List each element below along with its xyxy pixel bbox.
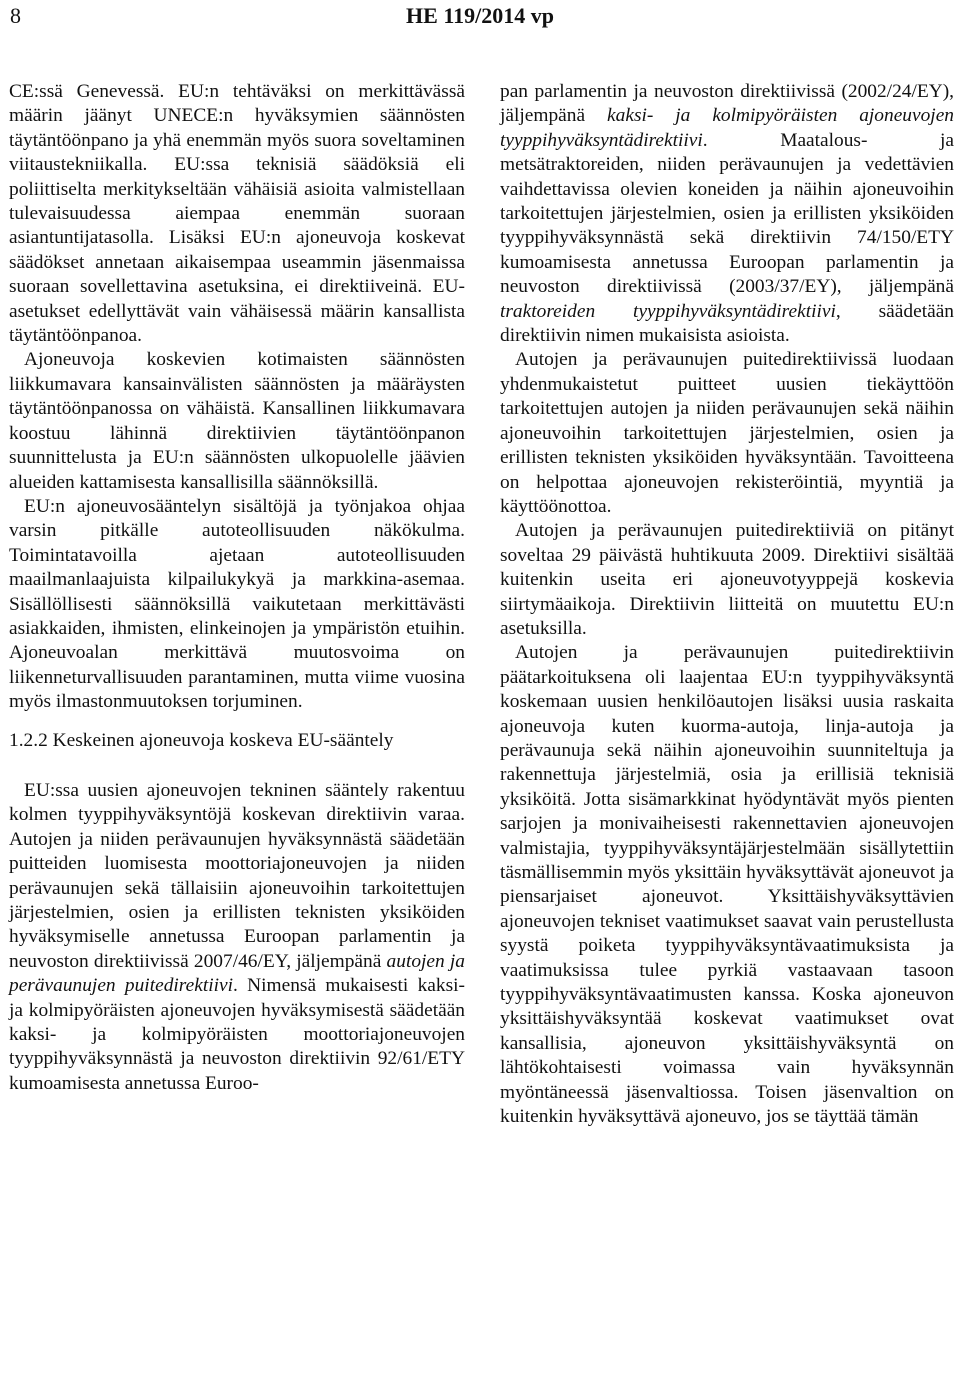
paragraph: EU:n ajoneuvosääntelyn sisältöjä ja työnjakoa ohjaa varsin pitkälle autoteollisuuden näkökulma. Toimintatavoilla ajetaan autoteollisuuden maailmanlaajuista kilpailukykyä ja markkina-asemaa. Sisällöllisesti säännöksillä vaikutetaan merkittävästi asiakkaiden, ihmisten, elinkeinojen ja ympäristön etuihin. Ajoneuvoalan merkittävä muutosvoima on liikenneturvallisuuden parantaminen, mutta viime vuosina myös ilmastonmuutoksen torjuminen.	[9, 495, 465, 713]
paragraph: Autojen ja perävaunujen puitedirektiivissä luodaan yhdenmukaistetut puitteet uusien tiekäyttöön tarkoitettujen autojen ja niiden perävaunujen sekä näihin ajoneuvoihin tarkoitettujen järjestelmien, osien ja erillisten teknisten yksiköiden hyväksyntään. Tavoitteena on helpottaa ajoneuvojen rekisteröintiä, myyntiä ja käyttöönottoa.	[500, 349, 954, 517]
page-number: 8	[10, 3, 21, 28]
right-column	[500, 80, 954, 1129]
paragraph: Autojen ja perävaunujen puitedirektiivin päätarkoituksena oli laajentaa EU:n tyyppihyväksyntä koskemaan uusien henkilöautojen lisäksi uusia raskaita ajoneuvoja kuten kuorma-autoja, linja-autoja ja perävaunuja sekä näihin ajoneuvoihin suunniteltuja ja rakennettuja järjestelmiä, osia ja erillisiä teknisiä yksiköitä. Jotta sisämarkkinat hyödyntävät myös pienten sarjojen ja monivaiheisesti rakennettavien ajoneuvojen valmistajia, tyyppihyväksyntäjärjestelmään sisällytettiin täsmällisemmin myös yksittäin hyväksyttävät ajoneuvot ja piensarjaiset ajoneuvot. Yksittäishyväksyttävien ajoneuvojen tekniset vaatimukset saavat vain perustellusta syystä poiketa tyyppihyväksyntävaatimuksista ja vaatimuksissa tulee pyrkiä vastaavaan tasoon tyyppihyväksyntävaatimusten kanssa. Koska ajoneuvon yksittäishyväksyntää koskevat vaatimukset ovat kansallisia, ajoneuvon yksittäishyväksyntä on lähtökohtaisesti voimassa vain hyväksynnän myöntäneessä jäsenvaltiossa. Toisen jäsenvaltion on kuitenkin hyväksyttävä ajoneuvo, jos se täyttää tämän	[500, 642, 954, 1128]
defined-term: kaksi- ja kolmipyöräisten ajoneuvojen tyyppihyväksyntädirektiivi	[500, 105, 954, 151]
document-id: HE 119/2014 vp	[406, 3, 554, 28]
paragraph: EU:ssa uusien ajoneuvojen tekninen sääntely rakentuu kolmen tyyppihyväksyntöjä koskevan direktiivin varaa. Autojen ja niiden perävaunujen hyväksynnästä säädetään puitteiden luomisesta moottoriajoneuvojen ja niiden perävaunujen sekä tällaisiin ajoneuvoihin tarkoitettujen järjestelmien, osien ja erillisten teknisten yksiköiden hyväksymiselle annetussa Euroopan parlamentin ja neuvoston direktiivissä 2007/46/EY, jäljempänä autojen ja perävaunujen puitedirektiivi. Nimensä mukaisesti kaksi- ja kolmipyöräisten ajoneuvojen hyväksymisestä säädetään kaksi- ja kolmipyöräisten moottoriajoneuvojen tyyppihyväksynnästä ja neuvoston direktiivin 92/61/ETY kumoamisesta annetussa Euroo-	[9, 779, 466, 1094]
left-column	[9, 80, 465, 1096]
paragraph: pan parlamentin ja neuvoston direktiivissä (2002/24/EY), jäljempänä kaksi- ja kolmipyöräisten ajoneuvojen tyyppihyväksyntädirektiivi. Maatalous- ja metsätraktoreiden, niiden perävaunujen ja vedettävien vaihdettavissa olevien koneiden ja näihin ajoneuvoihin tarkoitettujen järjestelmien, osien ja erillisten yksiköiden tyyppihyväksynnästä sekä direktiivin 74/150/ETY kumoamisesta annetussa Euroopan parlamentin ja neuvoston direktiivissä (2003/37/EY), jäljempänä traktoreiden tyyppihyväksyntädirektiivi, säädetään direktiivin nimen mukaisista asioista.	[500, 81, 954, 347]
paragraph: Autojen ja perävaunujen puitedirektiiviä on pitänyt soveltaa 29 päivästä huhtikuuta 2009. Direktiivi sisältää kuitenkin useita eri ajoneuvotyyppejä koskevia siirtymäaikoja. Direktiivin liitteitä on muutettu EU:n asetuksilla.	[500, 520, 954, 639]
defined-term: autojen ja perävaunujen puitedirektiivi	[9, 950, 466, 997]
paragraph: Ajoneuvoja koskevien kotimaisten säännösten liikkumavara kansainvälisten säännösten ja määräysten täytäntöönpanossa on vähäistä. Kansallinen liikkumavara koostuu lähinnä direktiivien täytäntöönpanon suunnittelusta ja EU:n säännösten ulkopuolelle jäävien alueiden kattamisesta kansallisilla säännöksillä.	[9, 349, 465, 493]
paragraph: CE:ssä Genevessä. EU:n tehtäväksi on merkittävässä määrin jäänyt UNECE:n hyväksymien säännösten täytäntöönpano ja yhä enemmän myös suora soveltaminen viitaustekniikalla. EU:ssa teknisiä säädöksiä eli poliittiselta merkitykseltään vähäisiä asioita valmistellaan tulevaisuudessa aiempaa enemmän suoraan asiantuntijatasolla. Lisäksi EU:n ajoneuvoja koskevat säädökset annetaan aikaisempaa useammin jäsenmaissa suoraan sovellettavina asetuksina, ei direktiiveinä. EU-asetukset edellyttävät vain vähäisessä määrin kansallista täytäntöönpanoa.	[9, 81, 465, 347]
section-heading: 1.2.2 Keskeinen ajoneuvoja koskeva EU-sääntely	[9, 729, 394, 751]
defined-term: traktoreiden tyyppihyväksyntädirektiivi	[500, 300, 836, 322]
